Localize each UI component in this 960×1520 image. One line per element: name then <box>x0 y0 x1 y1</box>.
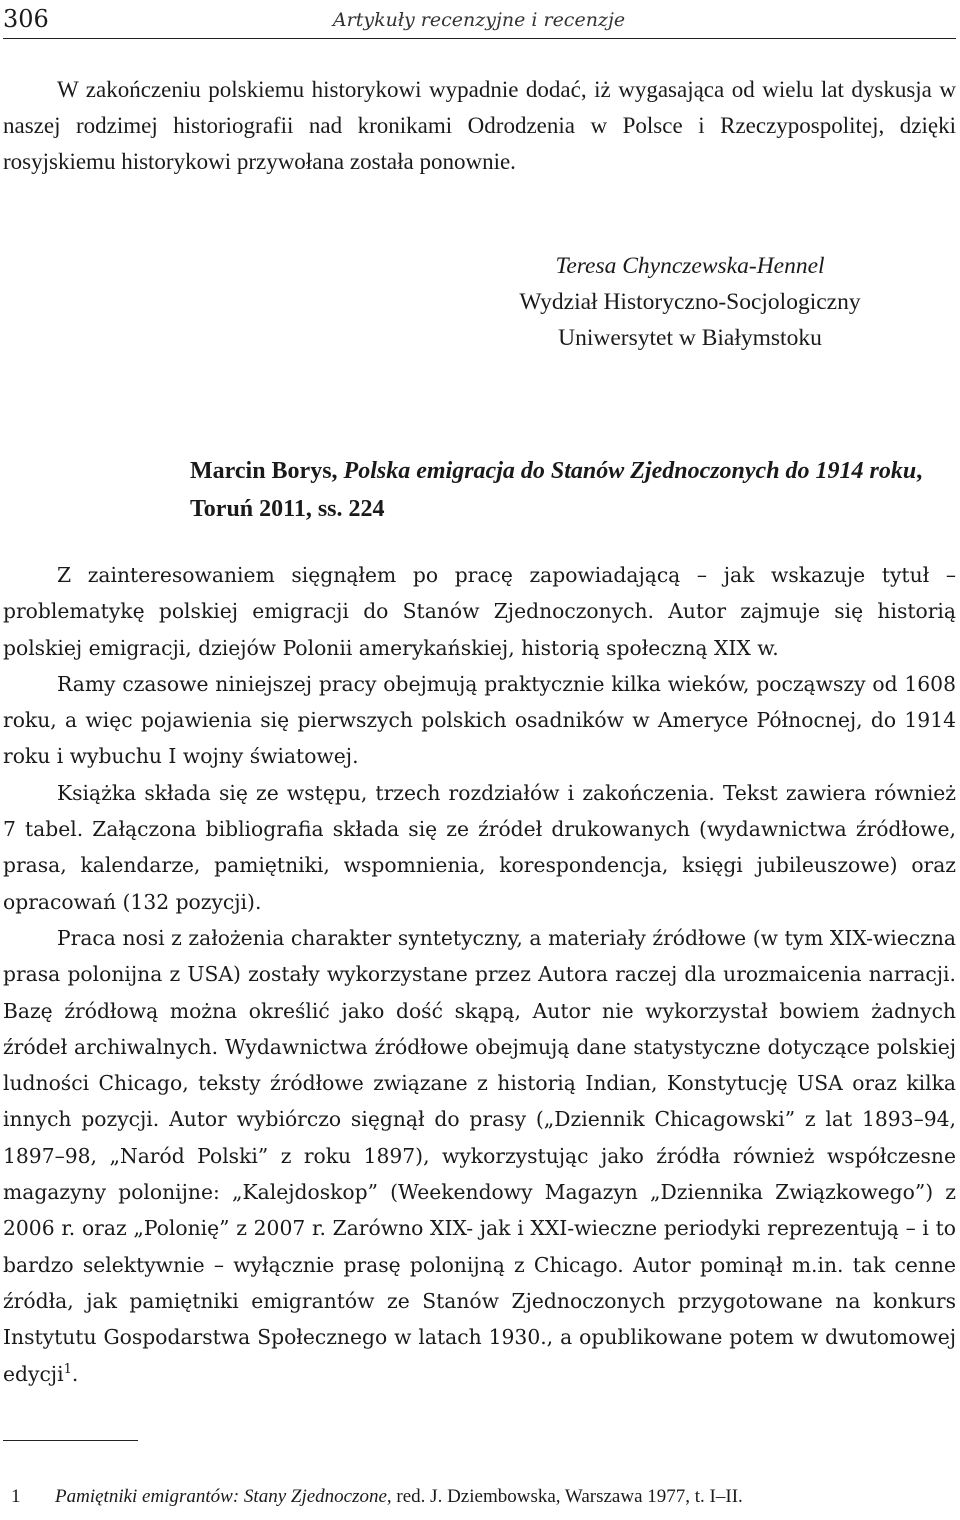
footnote <box>3 1484 956 1510</box>
review-book-title: Polska emigracja do Stanów Zjednoczonych do 1914 roku <box>343 458 917 484</box>
body-paragraph-2: Ramy czasowe niniejszej pracy obejmują praktycznie kilka wieków, począwszy od 1608 roku, a więc pojawienia się pierwszych polskich osadników w Ameryce Północnej, do 1914 roku i wybuchu I wojny światowej. <box>3 671 956 769</box>
review-author: Marcin Borys, <box>190 458 338 484</box>
signature-university: Uniwersytet w Białymstoku <box>558 325 822 351</box>
footnote-title: Pamiętniki emigrantów: Stany Zjednoczone <box>55 1486 387 1507</box>
footnote-rest: , red. J. Dziembowska, Warszawa 1977, t. I–II. <box>386 1486 743 1507</box>
author-signature <box>430 248 950 356</box>
signature-name: Teresa Chynczewska-Hennel <box>555 253 825 279</box>
footnote-reference: 1 <box>63 1361 72 1377</box>
running-header <box>3 4 955 34</box>
header-rule <box>3 38 956 39</box>
signature-faculty: Wydział Historyczno-Socjologiczny <box>519 289 861 315</box>
intro-section <box>3 72 956 180</box>
review-imprint: , Toruń 2011, ss. 224 <box>190 458 923 522</box>
review-heading <box>190 452 956 528</box>
body-paragraph-3: Książka składa się ze wstępu, trzech rozdziałów i zakończenia. Tekst zawiera również 7 tabel. Załączona bibliografia składa się ze źródeł drukowanych (wydawnictwa źródłowe, prasa, kalendarze, pamiętniki, wspomnienia, korespondencja, księgi jubileuszowe) oraz opracowań (132 pozycji). <box>3 780 956 914</box>
running-title: Artykuły recenzyjne i recenzje <box>332 9 626 31</box>
footnote-rule <box>3 1440 138 1441</box>
footnote-number: 1 <box>11 1486 21 1507</box>
body-paragraph-4-text: Praca nosi z założenia charakter syntetyczny, a materiały źródłowe (w tym XIX-wieczna prasa polonijna z USA) zostały wykorzystane przez Autora raczej dla urozmaicenia narracji. Bazę źródłową można określić jako dość skąpą, Autor nie wykorzystał bowiem żadnych źródeł archiwalnych. Wydawnictwa źródłowe obejmują dane statystyczne dotyczące polskiej ludności Chicago, teksty źródłowe związane z historią Indian, Konstytucję USA oraz kilka innych pozycji. Autor wybiórczo sięgnął do prasy („Dziennik Chicagowski” z lat 1893–94, 1897–98, „Naród Polski” z roku 1897), wykorzystując jako źródła również współczesne magazyny polonijne: „Kalejdoskop” (Weekendowy Magazyn „Dziennika Związkowego”) z 2006 r. oraz „Polonię” z 2007 r. Zarówno XIX- jak i XXI-wieczne periodyki reprezentują – i to bardzo selektywnie – wyłącznie prasę polonijną z Chicago. Autor pominął m.in. tak cenne źródła, jak pamiętniki emigrantów ze Stanów Zjednoczonych przygotowane na konkurs Instytutu Gospodarstwa Społecznego w latach 1930., a opublikowane potem w dwutomowej edycji <box>3 925 956 1386</box>
body-paragraph-4: Praca nosi z założenia charakter syntetyczny, a materiały źródłowe (w tym XIX-wieczna prasa polonijna z USA) zostały wykorzystane przez Autora raczej dla urozmaicenia narracji. Bazę źródłową można określić jako dość skąpą, Autor nie wykorzystał bowiem żadnych źródeł archiwalnych. Wydawnictwa źródłowe obejmują dane statystyczne dotyczące polskiej ludności Chicago, teksty źródłowe związane z historią Indian, Konstytucję USA oraz kilka innych pozycji. Autor wybiórczo sięgnął do prasy („Dziennik Chicagowski” z lat 1893–94, 1897–98, „Naród Polski” z roku 1897), wykorzystując jako źródła również współczesne magazyny polonijne: „Kalejdoskop” (Weekendowy Magazyn „Dziennika Związkowego”) z 2006 r. oraz „Polonię” z 2007 r. Zarówno XIX- jak i XXI-wieczne periodyki reprezentują – i to bardzo selektywnie – wyłącznie prasę polonijną z Chicago. Autor pominął m.in. tak cenne źródła, jak pamiętniki emigrantów ze Stanów Zjednoczonych przygotowane na konkurs Instytutu Gospodarstwa Społecznego w latach 1930., a opublikowane potem w dwutomowej edycji$^1$. <box>3 925 956 1386</box>
page-number: 306 <box>3 5 49 33</box>
body-paragraph-1: Z zainteresowaniem sięgnąłem po pracę zapowiadającą – jak wskazuje tytuł – problematykę polskiej emigracji do Stanów Zjednoczonych. Autor zajmuje się historią polskiej emigracji, dziejów Polonii amerykańskiej, historią społeczną XIX w. <box>3 563 956 660</box>
review-body <box>3 557 956 1392</box>
intro-paragraph: W zakończeniu polskiemu historykowi wypadnie dodać, iż wygasająca od wielu lat dyskusja w naszej rodzimej historiografii nad kronikami Odrodzenia w Polsce i Rzeczypospolitej, dzięki rosyjskiemu historykowi przywołana została ponownie. <box>3 77 956 174</box>
